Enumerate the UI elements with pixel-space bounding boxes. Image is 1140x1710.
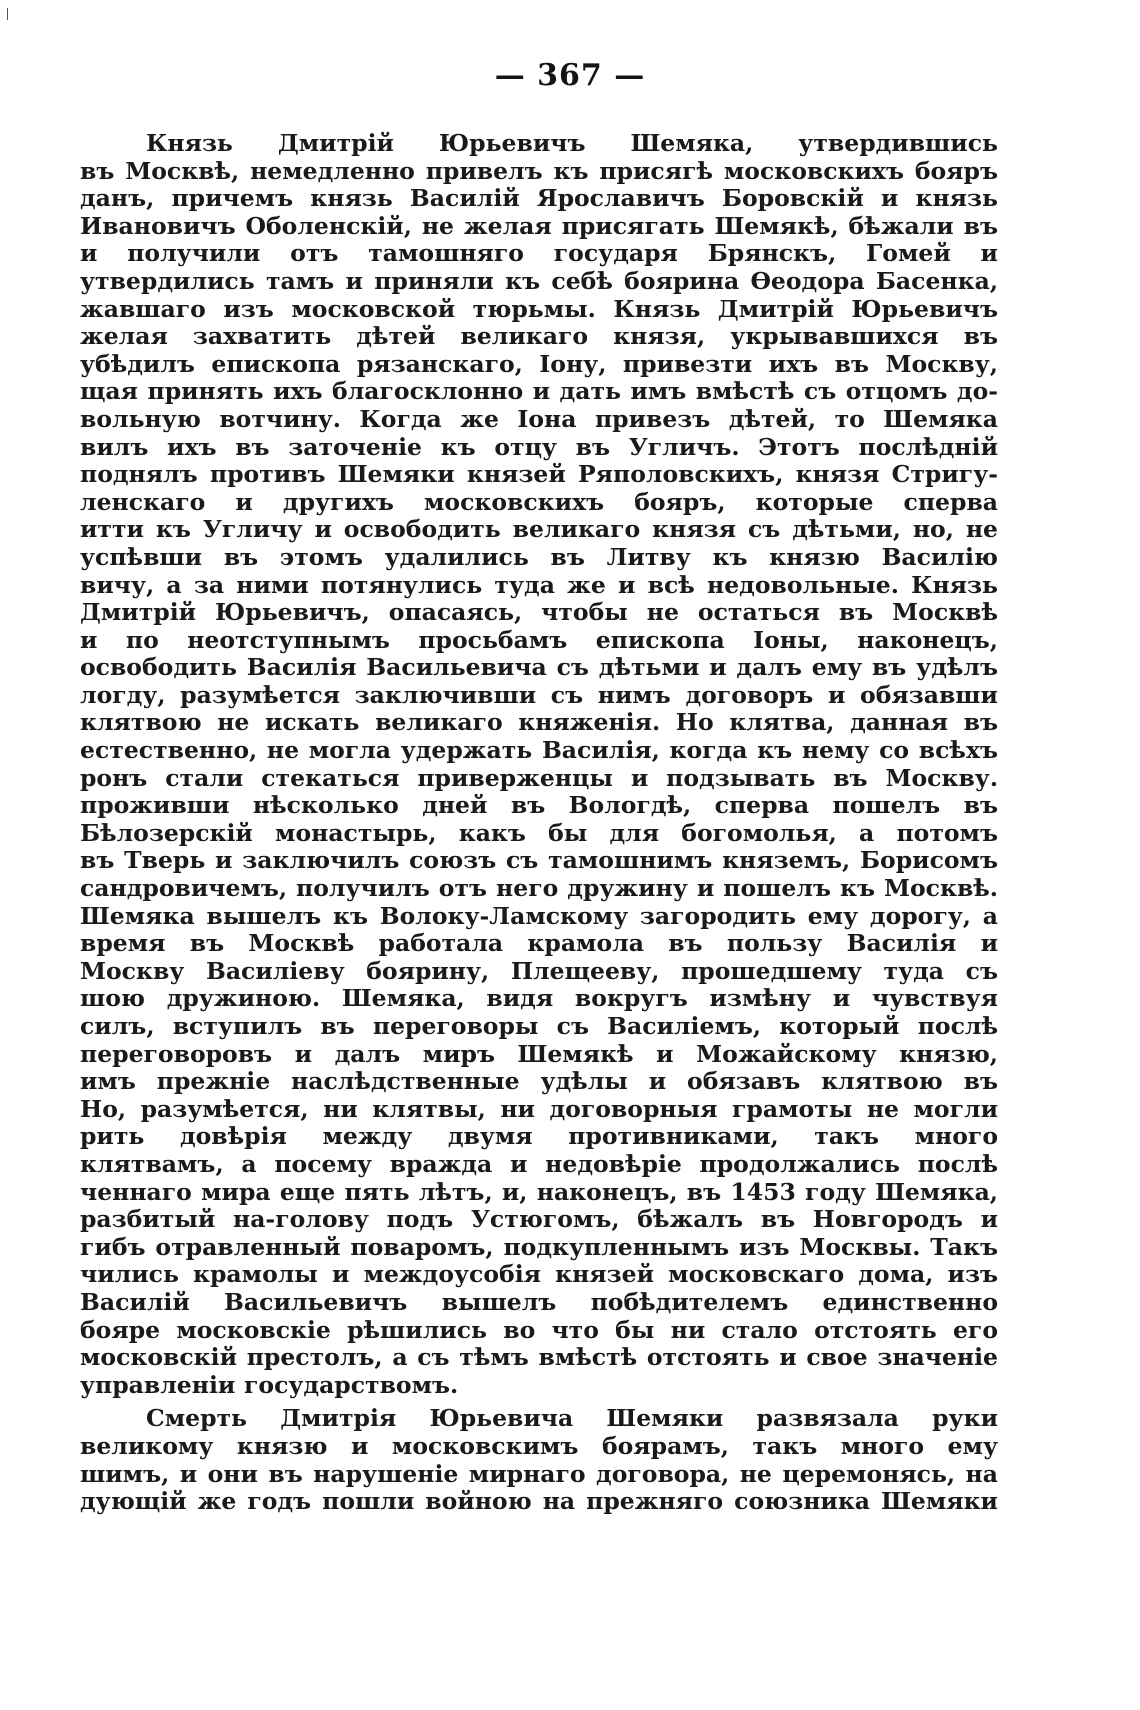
text-line: и получили отъ тамошняго государя Брянскъ, Гомей и (80, 240, 998, 268)
text-line: клятвамъ, а посему вражда и недовѣріе продолжались послѣ (80, 1150, 998, 1178)
text-line: управленіи государствомъ. (80, 1371, 459, 1399)
text-line: итти къ Угличу и освободить великаго князя съ дѣтьми, но, не (80, 516, 998, 544)
text-line: Шемяка вышелъ къ Волоку-Ламскому загородить ему дорогу, а (80, 902, 998, 930)
text-line: дующій же годъ пошли войною на прежняго союзника Шемяки (80, 1488, 998, 1516)
text-line: великому князю и московскимъ боярамъ, такъ много ему (80, 1432, 998, 1460)
text-line: освободить Василія Васильевича съ дѣтьми и далъ ему въ удѣлъ (80, 654, 998, 682)
text-line: Василій Васильевичъ вышелъ побѣдителемъ единственно (80, 1288, 998, 1316)
text-line: Ивановичъ Оболенскій, не желая присягать Шемякѣ, бѣжали въ (80, 212, 998, 240)
text-line: щая принять ихъ благосклонно и дать имъ вмѣстѣ съ отцомъ до- (80, 378, 998, 406)
text-line: логду, разумѣется заключивши съ нимъ договоръ и обязавши (80, 681, 998, 709)
text-line: сандровичемъ, получилъ отъ него дружину и пошелъ къ Москвѣ. (80, 875, 998, 903)
text-line: Бѣлозерскій монастырь, какъ бы для богомолья, а потомъ (80, 819, 998, 847)
paragraph (80, 1405, 998, 1515)
text-line: клятвою не искать великаго княженія. Но клятва, данная въ (80, 709, 998, 737)
text-line: вичу, а за ними потянулись туда же и всѣ недовольные. Князь (80, 571, 998, 599)
text-line: время въ Москвѣ работала крамола въ пользу Василія и (80, 930, 998, 958)
text-line: силъ, вступилъ въ переговоры съ Василіемъ, который послѣ (80, 1013, 998, 1040)
body-text (80, 130, 998, 1516)
text-line: данъ, причемъ князь Василій Ярославичъ Боровскій и князь (80, 185, 998, 213)
text-line: вольную вотчину. Когда же Іона привезъ дѣтей, то Шемяка (80, 405, 998, 433)
text-line: шимъ, и они въ нарушеніе мирнаго договора, не церемонясь, на (80, 1460, 998, 1488)
text-line: вилъ ихъ въ заточеніе къ отцу въ Угличъ. Этотъ послѣдній (80, 433, 998, 461)
text-line: имъ прежніе наслѣдственные удѣлы и обязавъ клятвою въ (80, 1068, 998, 1096)
text-line: Смерть Дмитрія Юрьевича Шемяки развязала руки (146, 1405, 998, 1433)
text-line: въ Тверь и заключилъ союзъ съ тамошнимъ княземъ, Борисомъ (80, 847, 998, 875)
text-line: въ Москвѣ, немедленно привелъ къ присягѣ московскихъ бояръ (80, 157, 998, 185)
text-line: желая захватить дѣтей великаго князя, укрывавшихся въ (80, 323, 998, 351)
text-line: Дмитрій Юрьевичъ, опасаясь, чтобы не остаться въ Москвѣ (80, 599, 998, 627)
text-line: поднялъ противъ Шемяки князей Ряполовскихъ, князя Стригу- (80, 461, 998, 489)
text-line: ленскаго и другихъ московскихъ бояръ, которые сперва (80, 488, 998, 516)
text-line: московскій престолъ, а съ тѣмъ вмѣстѣ отстоять и свое значеніе (80, 1344, 998, 1372)
text-line: шою дружиною. Шемяка, видя вокругъ измѣну и чувствуя (80, 985, 998, 1013)
text-line: успѣвши въ этомъ удалились въ Литву къ князю Василію (80, 543, 998, 571)
paragraph (80, 130, 998, 1399)
text-line: проживши нѣсколько дней въ Вологдѣ, сперва пошелъ въ (80, 792, 998, 820)
text-line: Князь Дмитрій Юрьевичъ Шемяка, утвердившись (146, 130, 998, 157)
text-line: чились крамолы и междоусобія князей московскаго дома, изъ (80, 1261, 998, 1289)
text-line: и по неотступнымъ просьбамъ епископа Іоны, наконецъ, (80, 626, 998, 654)
text-line: утвердились тамъ и приняли къ себѣ боярина Ѳеодора Басенка, (80, 267, 998, 295)
text-line: естественно, не могла удержать Василія, когда къ нему со всѣхъ (80, 737, 998, 765)
text-line: Но, разумѣется, ни клятвы, ни договорныя грамоты не могли (80, 1095, 998, 1123)
text-line: рить довѣрія между двумя противниками, такъ много (80, 1123, 998, 1151)
text-line: ченнаго мира еще пять лѣтъ, и, наконецъ, въ 1453 году Шемяка, (80, 1178, 998, 1206)
text-line: переговоровъ и далъ миръ Шемякѣ и Можайскому князю, (80, 1040, 998, 1068)
text-line: бояре московскіе рѣшились во что бы ни стало отстоять его (80, 1316, 998, 1344)
text-line: жавшаго изъ московской тюрьмы. Князь Дмитрій Юрьевичъ (80, 295, 998, 323)
text-line: убѣдилъ епископа рязанскаго, Іону, привезти ихъ въ Москву, (80, 350, 998, 378)
text-line: Москву Василіеву боярину, Плещееву, прошедшему туда съ (80, 957, 998, 985)
page-number: — 367 — (494, 58, 646, 93)
text-line: разбитый на-голову подъ Устюгомъ, бѣжалъ въ Новгородъ и (80, 1206, 998, 1234)
text-line: ронъ стали стекаться приверженцы и подзывать въ Москву. (80, 764, 998, 792)
scan-artifact-mark (7, 8, 8, 20)
text-line: гибъ отравленный поваромъ, подкупленнымъ изъ Москвы. Такъ (80, 1233, 998, 1261)
